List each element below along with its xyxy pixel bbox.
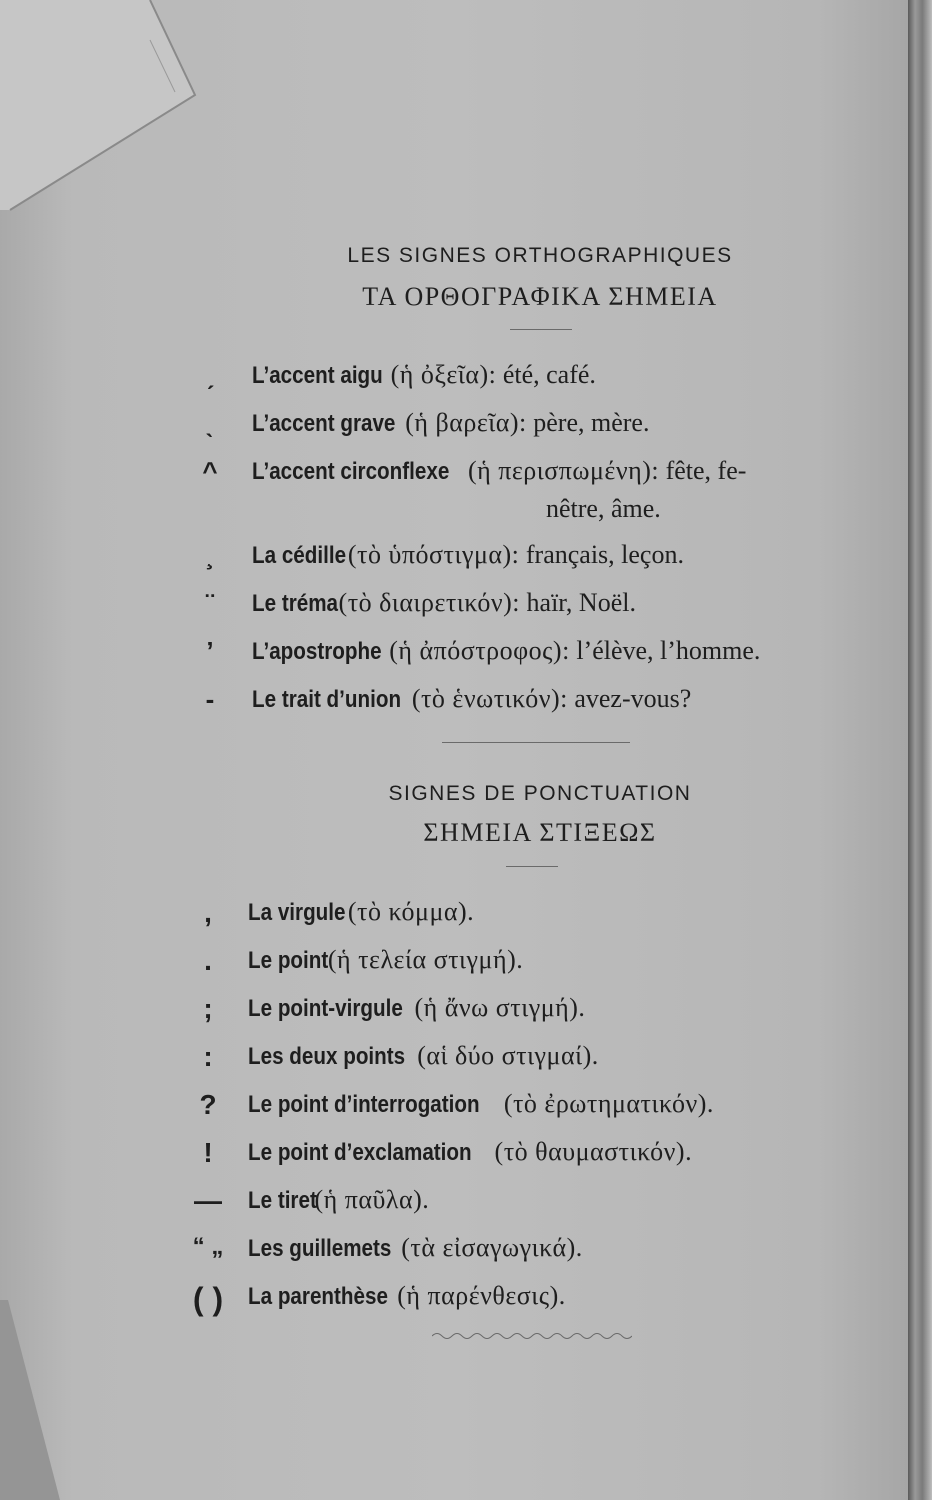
sign-greek: (ἡ ἀπόστροφος): xyxy=(389,636,570,665)
sign-term: L’accent grave xyxy=(252,410,396,437)
sign-example: avez-vous? xyxy=(574,684,692,713)
sign-example: français, leçon. xyxy=(525,540,684,569)
acute-accent-symbol: ˏ xyxy=(205,360,215,390)
period-symbol: . xyxy=(204,945,212,976)
punctuation-row xyxy=(0,1089,900,1133)
question-mark-symbol: ? xyxy=(199,1089,217,1120)
grave-accent-symbol: ˎ xyxy=(205,408,215,438)
hyphen-symbol: - xyxy=(205,684,215,714)
circumflex-example-continuation: nêtre, âme. xyxy=(546,494,661,523)
section-divider xyxy=(442,742,630,743)
section2-heading-greek: ΣΗΜΕΙΑ ΣΤΙΞΕΩΣ xyxy=(423,818,657,847)
punctuation-row xyxy=(0,1233,900,1277)
sign-greek: (ἡ βαρεῖα): xyxy=(405,408,527,437)
sign-greek: (αἱ δύο στιγμαί). xyxy=(417,1041,599,1070)
parentheses-symbol: ( ) xyxy=(192,1281,224,1317)
punctuation-row xyxy=(0,1041,900,1085)
sign-term: La virgule xyxy=(248,899,346,926)
diaeresis-symbol: ¨ xyxy=(205,588,215,618)
colon-symbol: : xyxy=(203,1041,213,1072)
sign-term: L’accent circonflexe xyxy=(252,458,450,485)
punctuation-row xyxy=(0,945,900,989)
orthographic-sign-row xyxy=(0,408,900,448)
sign-greek: (τὸ κόμμα). xyxy=(347,897,475,926)
sign-term: Le trait d’union xyxy=(252,686,402,713)
sign-example: fête, fe- xyxy=(665,456,747,485)
punctuation-row xyxy=(0,1281,900,1325)
sign-greek: (τὸ διαιρετικόν): xyxy=(338,588,521,617)
sign-greek: (τὸ ἐρωτηματικόν). xyxy=(503,1089,714,1118)
punctuation-row xyxy=(0,993,900,1037)
punctuation-row xyxy=(0,1137,900,1181)
sign-greek: (τὰ εἰσαγωγικά). xyxy=(401,1233,583,1262)
sign-term: Le point-virgule xyxy=(248,995,403,1022)
sign-greek: (ἡ ἄνω στιγμή). xyxy=(414,993,586,1022)
sign-term: Les deux points xyxy=(248,1043,406,1070)
orthographic-sign-row xyxy=(0,684,900,724)
sign-greek: (ἡ περισπωμένη): xyxy=(467,456,660,485)
orthographic-sign-row xyxy=(0,540,900,580)
section1-heading-french: LES SIGNES ORTHOGRAPHIQUES xyxy=(347,244,733,267)
sign-term: La parenthèse xyxy=(248,1283,388,1310)
orthographic-sign-row xyxy=(0,636,900,676)
orthographic-sign-row xyxy=(0,360,900,400)
sign-greek: (τὸ ἑνωτικόν): xyxy=(411,684,568,713)
semicolon-symbol: ; xyxy=(203,993,213,1024)
sign-term: Le point d’exclamation xyxy=(248,1139,472,1166)
sign-greek: (ἡ παρένθεσις). xyxy=(397,1281,566,1310)
punctuation-row xyxy=(0,1185,900,1229)
sign-term: Le tréma xyxy=(252,590,339,617)
punctuation-row xyxy=(0,897,900,941)
cedilla-symbol: ¸ xyxy=(205,540,215,570)
sign-term: Le tiret xyxy=(248,1187,317,1214)
decorative-wavy-rule xyxy=(432,1330,632,1342)
orthographic-sign-row xyxy=(0,456,900,496)
torn-edge xyxy=(0,1300,60,1500)
dash-symbol: — xyxy=(194,1185,222,1216)
sign-greek: (τὸ ὑπόστιγμα): xyxy=(347,540,520,569)
sign-term: L’apostrophe xyxy=(252,638,382,665)
comma-symbol: , xyxy=(204,897,212,928)
orthographic-sign-row xyxy=(0,588,900,628)
sign-greek: (τὸ θαυμαστικόν). xyxy=(494,1137,693,1166)
sign-term: L’accent aigu xyxy=(252,362,383,389)
sign-example: père, mère. xyxy=(533,408,650,437)
folded-corner xyxy=(0,0,200,220)
sign-example: haïr, Noël. xyxy=(526,588,636,617)
sign-example: été, café. xyxy=(502,360,596,389)
sign-greek: (ἡ τελεία στιγμή). xyxy=(327,945,524,974)
heading-divider xyxy=(506,866,558,867)
circumflex-symbol: ^ xyxy=(202,456,218,486)
sign-term: Le point xyxy=(248,947,329,974)
sign-term: Les guillemets xyxy=(248,1235,392,1262)
apostrophe-symbol: ’ xyxy=(206,636,214,666)
sign-greek: (ἡ ὀξεῖα): xyxy=(390,360,497,389)
section1-heading-greek: ΤΑ ΟΡΘΟΓΡΑΦΙΚΑ ΣΗΜΕΙΑ xyxy=(362,282,718,311)
heading-divider xyxy=(510,329,572,330)
exclamation-mark-symbol: ! xyxy=(203,1137,213,1168)
sign-term: Le point d’interrogation xyxy=(248,1091,480,1118)
section2-heading-french: SIGNES DE PONCTUATION xyxy=(388,782,692,805)
sign-term: La cédille xyxy=(252,542,347,569)
book-spine-edge xyxy=(908,0,932,1500)
sign-greek: (ἡ παῦλα). xyxy=(314,1185,430,1214)
sign-example: l’élève, l’homme. xyxy=(576,636,761,665)
quotation-marks-symbol: “ „ xyxy=(192,1233,224,1260)
